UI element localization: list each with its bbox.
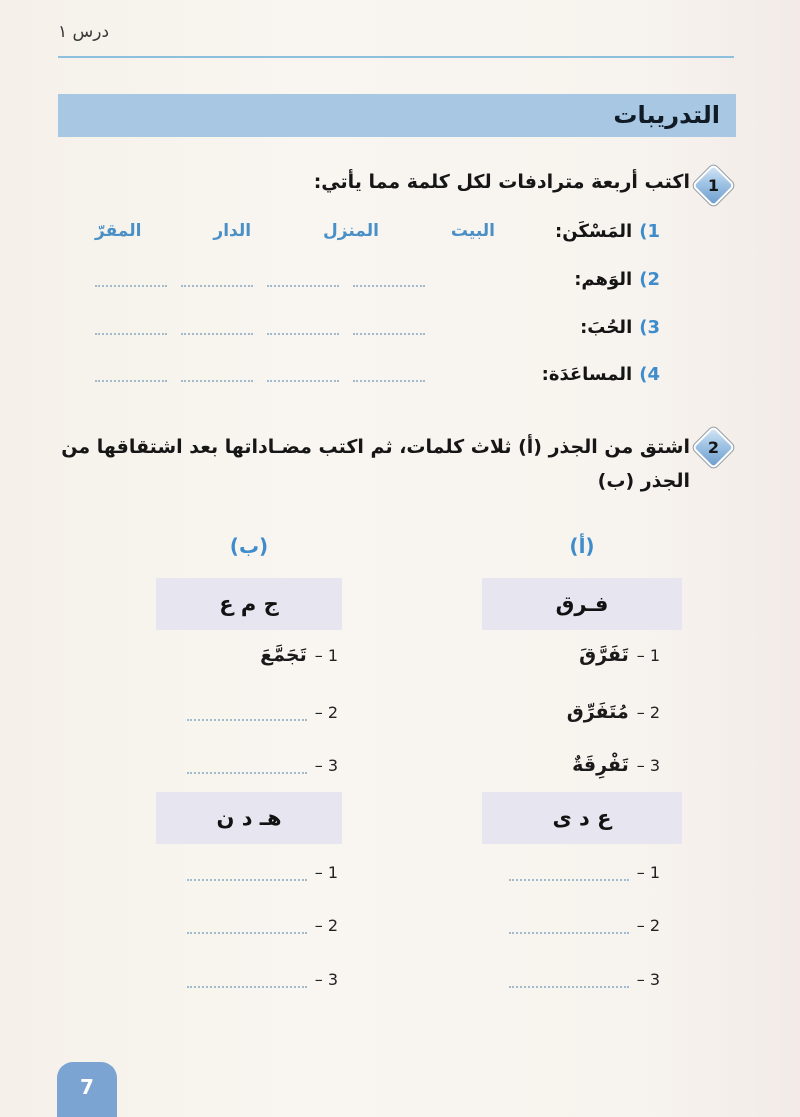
write-in-line xyxy=(509,863,629,881)
root-box-a2 xyxy=(482,792,682,844)
item-number: 1 – xyxy=(314,862,338,882)
answer-word: الدار xyxy=(213,221,252,241)
write-in-line xyxy=(267,366,339,382)
derivation-item xyxy=(420,750,660,780)
item-number: 2 – xyxy=(636,702,660,722)
synonym-answers xyxy=(95,221,495,241)
column-b-label: (ب) xyxy=(229,534,269,558)
exercise-2-prompt-line1: اشتق من الجذر (أ) ثلاث كلمات، ثم اكتب مضـاداتها بعد اشتقاقها من xyxy=(61,436,690,458)
derived-word: تَجَمَّعَ xyxy=(260,644,307,666)
item-number: 1 – xyxy=(636,862,660,882)
write-in-line xyxy=(267,319,339,335)
derivation-item xyxy=(420,857,660,887)
page-number-tab xyxy=(57,1062,117,1117)
item-word: المَسْكَن: xyxy=(555,220,633,242)
answer-blanks xyxy=(95,319,425,335)
item-number: 1 – xyxy=(636,645,660,665)
item-word: المساعَدَة: xyxy=(541,363,633,385)
item-number: 1 – xyxy=(314,645,338,665)
derivation-item xyxy=(98,750,338,780)
item-number: 2 – xyxy=(314,915,338,935)
derivation-item xyxy=(420,697,660,727)
write-in-line xyxy=(181,319,253,335)
write-in-line xyxy=(509,970,629,988)
answer-blanks xyxy=(95,271,425,287)
item-number: 2) xyxy=(639,268,660,290)
root-box-b1 xyxy=(156,578,342,630)
derivation-item xyxy=(98,697,338,727)
derivation-item xyxy=(98,910,338,940)
derived-word: تَفْرِقَةٌ xyxy=(572,754,629,776)
item-number: 3 – xyxy=(314,755,338,775)
synonym-item-3 xyxy=(95,312,660,342)
item-number: 4) xyxy=(639,363,660,385)
answer-word: المنزل xyxy=(323,221,379,241)
item-number: 3 – xyxy=(636,755,660,775)
write-in-line xyxy=(187,863,307,881)
item-number: 2 – xyxy=(314,702,338,722)
write-in-line xyxy=(95,366,167,382)
exercise-1-badge xyxy=(692,164,736,208)
write-in-line xyxy=(353,271,425,287)
answer-word: البيت xyxy=(450,221,495,241)
item-number: 1) xyxy=(639,220,660,242)
exercise-2-badge xyxy=(692,426,736,470)
write-in-line xyxy=(509,916,629,934)
item-word: الحُبَ: xyxy=(580,316,633,338)
derived-word: مُتَفَرِّق xyxy=(566,701,629,723)
root-box-b2 xyxy=(156,792,342,844)
write-in-line xyxy=(353,366,425,382)
answer-blanks xyxy=(95,366,425,382)
item-number: 3 – xyxy=(314,969,338,989)
write-in-line xyxy=(95,319,167,335)
header-rule xyxy=(58,56,734,58)
write-in-line xyxy=(187,970,307,988)
write-in-line xyxy=(187,756,307,774)
exercise-2-number: 2 xyxy=(707,438,720,457)
item-number: 3 – xyxy=(636,969,660,989)
page-number: 7 xyxy=(80,1075,94,1099)
column-a-label: (أ) xyxy=(569,534,595,558)
exercise-1-prompt: اكتب أربعة مترادفات لكل كلمة مما يأتي: xyxy=(313,171,690,193)
root-box-a1 xyxy=(482,578,682,630)
derivation-item xyxy=(420,640,660,670)
root-letters: ع د ى xyxy=(552,806,612,830)
write-in-line xyxy=(187,916,307,934)
answer-word: المقرّ xyxy=(95,221,142,241)
lesson-label: درس ١ xyxy=(58,22,110,42)
derivation-item xyxy=(420,964,660,994)
derivation-item xyxy=(98,964,338,994)
synonym-item-1 xyxy=(95,216,660,246)
derivation-item xyxy=(98,857,338,887)
exercises-banner xyxy=(58,94,736,137)
root-letters: ج م ع xyxy=(219,592,279,616)
synonym-item-4 xyxy=(95,359,660,389)
write-in-line xyxy=(181,366,253,382)
derivation-item xyxy=(98,640,338,670)
item-number: 3) xyxy=(639,316,660,338)
write-in-line xyxy=(353,319,425,335)
write-in-line xyxy=(95,271,167,287)
banner-title: التدريبات xyxy=(613,101,720,129)
item-word: الوَهم: xyxy=(574,268,633,290)
write-in-line xyxy=(267,271,339,287)
exercise-2-prompt-line2: الجذر (ب) xyxy=(597,470,690,492)
write-in-line xyxy=(187,703,307,721)
root-letters: فـرق xyxy=(555,592,609,616)
derived-word: تَفَرَّقَ xyxy=(579,644,629,666)
item-number: 2 – xyxy=(636,915,660,935)
root-letters: هـ د ن xyxy=(216,806,282,830)
exercise-1-number: 1 xyxy=(707,176,720,195)
derivation-item xyxy=(420,910,660,940)
write-in-line xyxy=(181,271,253,287)
synonym-item-2 xyxy=(95,264,660,294)
